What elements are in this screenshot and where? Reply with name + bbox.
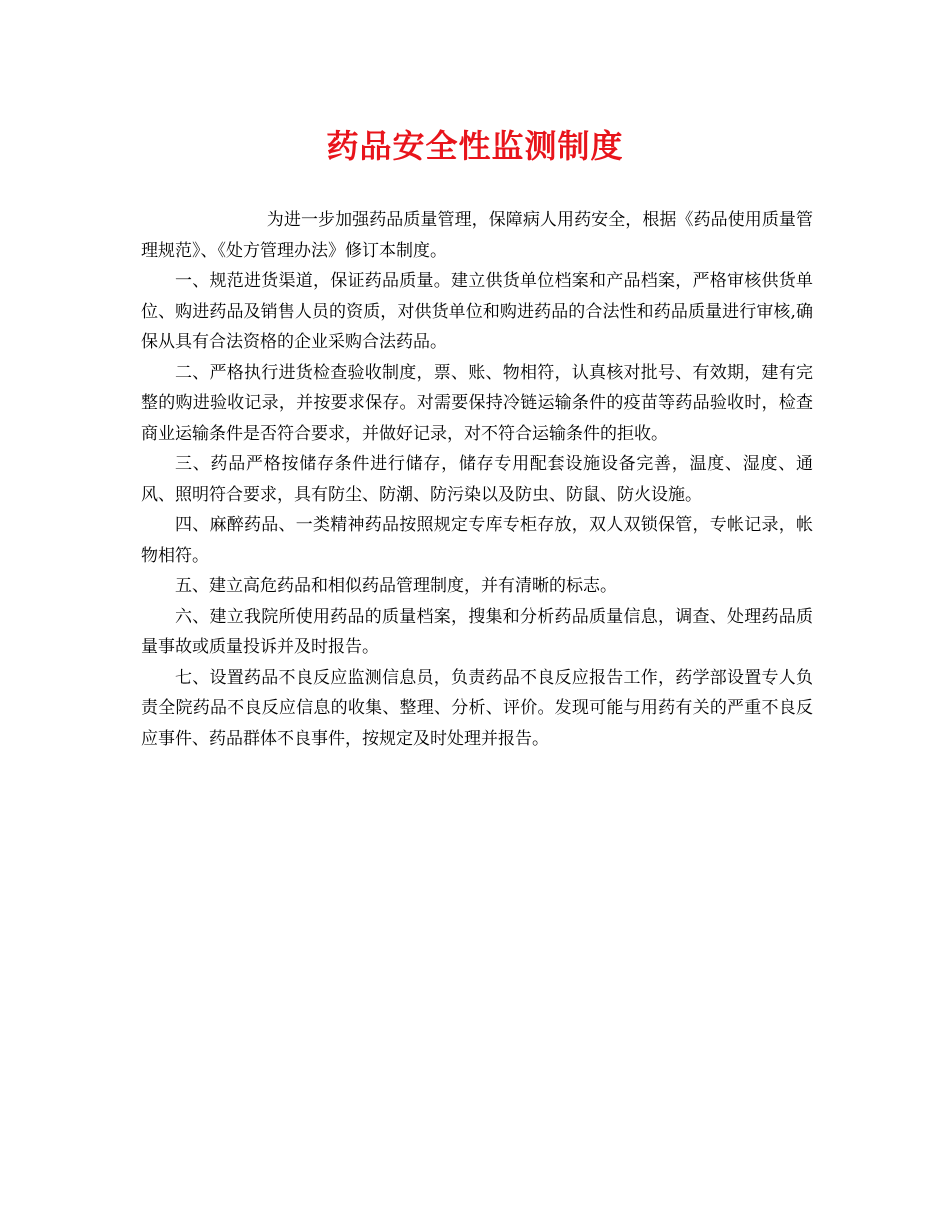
paragraph-1: 一、规范进货渠道，保证药品质量。建立供货单位档案和产品档案，严格审核供货单位、购进药品及销售人员的资质，对供货单位和购进药品的合法性和药品质量进行审核,确保从具有合法资格的企业采购合法药品。 — [141, 271, 813, 352]
paragraph-3: 三、药品严格按储存条件进行储存，储存专用配套设施设备完善，温度、湿度、通风、照明符合要求，具有防尘、防潮、防污染以及防虫、防鼠、防火设施。 — [141, 454, 813, 505]
paragraph-4: 四、麻醉药品、一类精神药品按照规定专库专柜存放，双人双锁保管，专帐记录，帐物相符。 — [141, 515, 813, 566]
paragraph-intro: 为进一步加强药品质量管理，保障病人用药安全，根据《药品使用质量管理规范》、《处方管理办法》修订本制度。 — [141, 210, 813, 261]
document-title: 药品安全性监测制度 — [326, 127, 624, 165]
paragraph-6: 六、建立我院所使用药品的质量档案，搜集和分析药品质量信息，调查、处理药品质量事故或质量投诉并及时报告。 — [141, 606, 813, 657]
document-body — [141, 205, 813, 754]
paragraph-7: 七、设置药品不良反应监测信息员，负责药品不良反应报告工作，药学部设置专人负责全院药品不良反应信息的收集、整理、分析、评价。发现可能与用药有关的严重不良反应事件、药品群体不良事件，按规定及时处理并报告。 — [141, 667, 813, 749]
paragraph-5: 五、建立高危药品和相似药品管理制度，并有清晰的标志。 — [175, 576, 617, 596]
paragraph-2: 二、严格执行进货检查验收制度，票、账、物相符，认真核对批号、有效期，建有完整的购进验收记录，并按要求保存。对需要保持冷链运输条件的疫苗等药品验收时，检查商业运输条件是否符合要求，并做好记录，对不符合运输条件的拒收。 — [141, 362, 813, 444]
